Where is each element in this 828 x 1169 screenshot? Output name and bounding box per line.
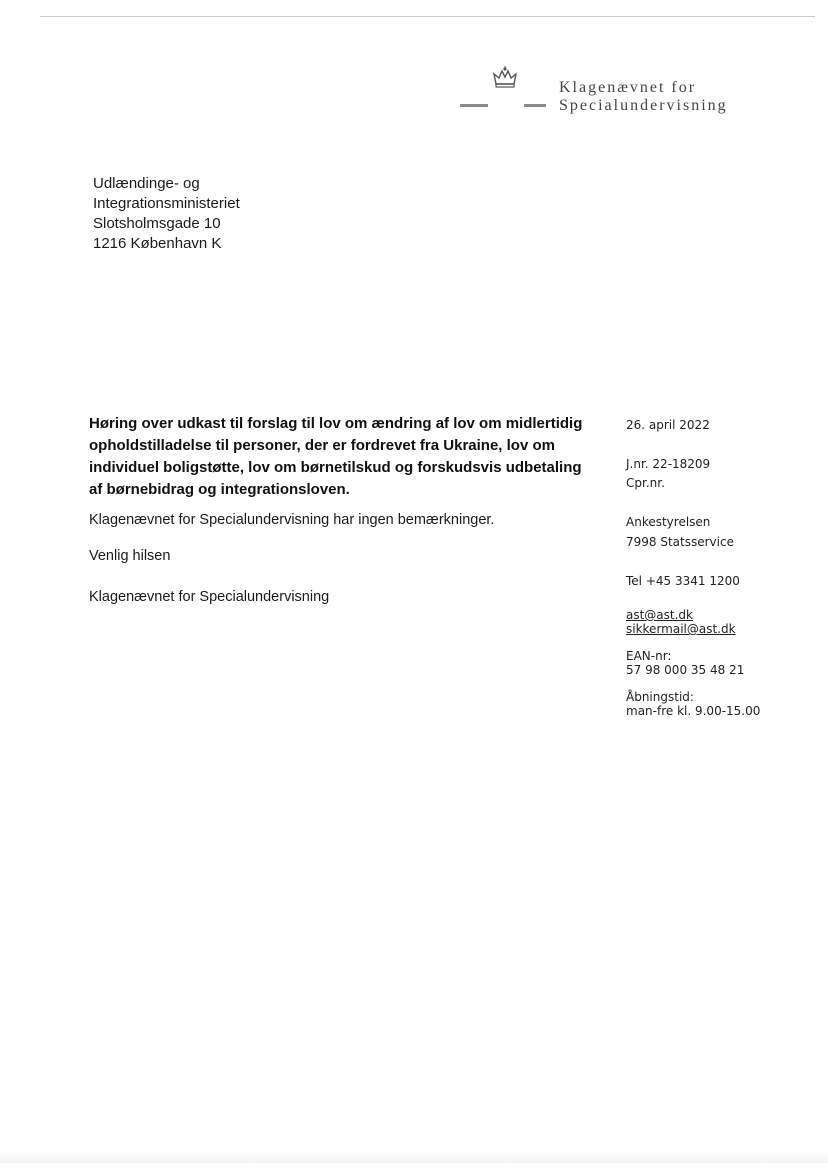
phone-number: Tel +45 3341 1200 — [626, 574, 740, 588]
ean-value: 57 98 000 35 48 21 — [626, 663, 745, 677]
opening-hours-label: Åbningstid: — [626, 690, 694, 704]
office-address: 7998 Statsservice — [626, 535, 734, 549]
opening-hours-value: man-fre kl. 9.00-15.00 — [626, 704, 761, 718]
letterhead-rule-left — [460, 104, 488, 107]
secure-email-link[interactable]: sikkermail@ast.dk — [626, 622, 736, 636]
ean-label: EAN-nr: — [626, 649, 672, 663]
signature-text: Klagenævnet for Specialundervisning — [89, 589, 330, 605]
secure-email-link-wrap — [626, 621, 736, 637]
recipient-line: Integrationsministeriet — [93, 195, 240, 212]
journal-number: J.nr. 22-18209 — [626, 457, 711, 471]
letterhead — [460, 64, 810, 124]
recipient-address — [93, 174, 240, 254]
recipient-line: Slotsholmsgade 10 — [93, 215, 221, 232]
scan-edge-line — [40, 16, 815, 17]
scan-shadow — [0, 1149, 828, 1163]
greeting-text: Venlig hilsen — [89, 548, 171, 564]
statement-text: Klagenævnet for Specialundervisning har ingen bemærkninger. — [89, 512, 495, 528]
recipient-line: Udlændinge- og — [93, 175, 200, 192]
email-link[interactable]: ast@ast.dk — [626, 608, 694, 622]
crown-icon — [492, 66, 518, 90]
letter-date: 26. april 2022 — [626, 418, 710, 432]
office-name: Ankestyrelsen — [626, 515, 711, 529]
cpr-number: Cpr.nr. — [626, 476, 665, 490]
recipient-line: 1216 København K — [93, 235, 222, 252]
subject-heading: Høring over udkast til forslag til lov om ændring af lov om midlertidig opholdstilladelse til personer, der er fordrevet fra Ukraine, lov om individuel boligstøtte, lov om børnetilskud og forskudsvis udbetaling af børnebidrag og integrationsloven. — [89, 415, 583, 498]
letterhead-rule-right — [524, 104, 546, 107]
letterhead-organization: Klagenævnet for Specialundervisning — [559, 79, 728, 114]
